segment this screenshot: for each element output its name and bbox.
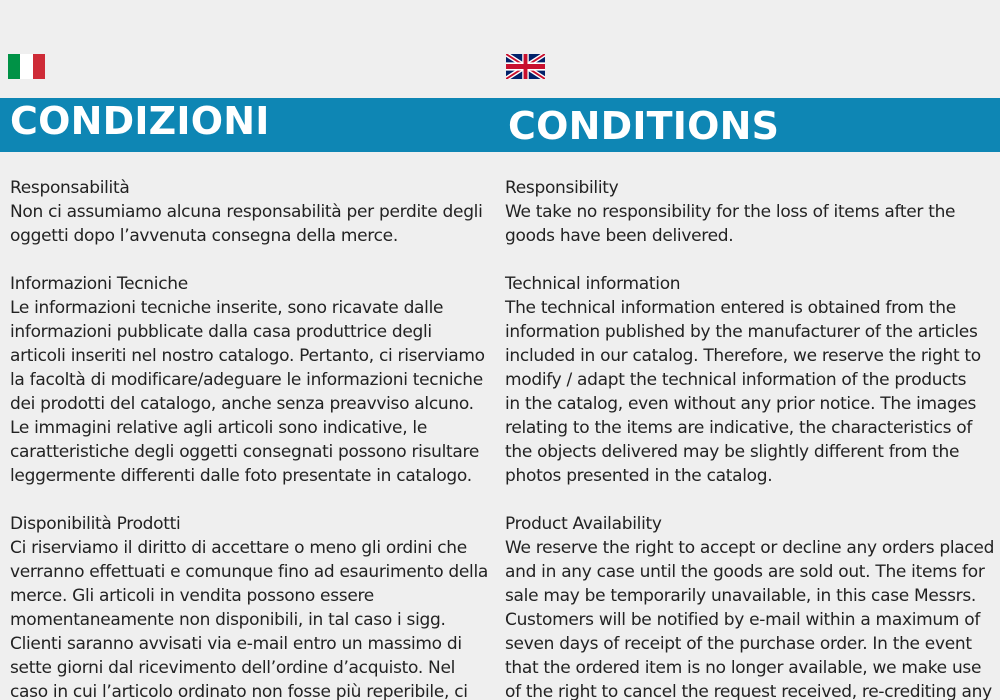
text-line: momentaneamente non disponibili, in tal caso i sigg. <box>10 610 446 630</box>
text-line: merce. Gli articoli in vendita possono essere <box>10 586 374 606</box>
text-line: goods have been delivered. <box>505 226 734 246</box>
section-title: Disponibilità Prodotti <box>10 514 181 534</box>
text-line: caratteristiche degli oggetti consegnati possono risultare <box>10 442 480 462</box>
section-title: Responsibility <box>505 178 619 198</box>
section-responsabilita <box>10 176 500 248</box>
title-banner <box>0 98 1000 152</box>
text-line: oggetti dopo l’avvenuta consegna della merce. <box>10 226 398 246</box>
text-line: verranno effettuati e comunque fino ad esaurimento della <box>10 562 489 582</box>
italian-flag-icon <box>8 54 45 79</box>
text-line: The technical information entered is obtained from the <box>505 298 956 318</box>
section-responsibility <box>505 176 997 248</box>
italian-heading: CONDIZIONI <box>10 99 270 143</box>
section-technical-information <box>505 272 997 488</box>
text-line: of the right to cancel the request received, re-crediting any <box>505 682 992 700</box>
text-line: relating to the items are indicative, the characteristics of <box>505 418 973 438</box>
uk-flag-icon <box>506 54 545 79</box>
section-informazioni-tecniche <box>10 272 500 488</box>
text-line: included in our catalog. Therefore, we reserve the right to <box>505 346 981 366</box>
text-line: seven days of receipt of the purchase order. In the event <box>505 634 972 654</box>
section-product-availability <box>505 512 997 700</box>
text-line: Clienti saranno avvisati via e-mail entro un massimo di <box>10 634 462 654</box>
text-line: caso in cui l’articolo ordinato non fosse più reperibile, ci <box>10 682 468 700</box>
text-line: informazioni pubblicate dalla casa produttrice degli <box>10 322 432 342</box>
text-line: modify / adapt the technical information of the products <box>505 370 967 390</box>
text-line: articoli inseriti nel nostro catalogo. Pertanto, ci riserviamo <box>10 346 485 366</box>
text-line: sette giorni dal ricevimento dell’ordine d’acquisto. Nel <box>10 658 456 678</box>
section-disponibilita-prodotti <box>10 512 500 700</box>
text-line: and in any case until the goods are sold out. The items for <box>505 562 985 582</box>
flag-stripe-white <box>20 54 32 79</box>
text-line: that the ordered item is no longer available, we make use <box>505 658 982 678</box>
text-line: We take no responsibility for the loss of items after the <box>505 202 956 222</box>
text-line: dei prodotti del catalogo, anche senza preavviso alcuno. <box>10 394 474 414</box>
section-title: Responsabilità <box>10 178 130 198</box>
text-line: in the catalog, even without any prior notice. The images <box>505 394 977 414</box>
text-line: Customers will be notified by e-mail within a maximum of <box>505 610 981 630</box>
text-line: We reserve the right to accept or decline any orders placed <box>505 538 995 558</box>
text-line: Le immagini relative agli articoli sono indicative, le <box>10 418 428 438</box>
flag-stripe-green <box>8 54 20 79</box>
section-title: Informazioni Tecniche <box>10 274 188 294</box>
text-line: information published by the manufacturer of the articles <box>505 322 978 342</box>
english-column <box>505 176 997 700</box>
flag-stripe-red <box>33 54 45 79</box>
text-line: Non ci assumiamo alcuna responsabilità per perdite degli <box>10 202 483 222</box>
text-line: la facoltà di modificare/adeguare le informazioni tecniche <box>10 370 483 390</box>
text-line: sale may be temporarily unavailable, in this case Messrs. <box>505 586 977 606</box>
section-title: Technical information <box>505 274 681 294</box>
text-line: photos presented in the catalog. <box>505 466 773 486</box>
text-line: Ci riserviamo il diritto di accettare o meno gli ordini che <box>10 538 467 558</box>
italian-column <box>10 176 500 700</box>
english-heading: CONDITIONS <box>508 104 780 148</box>
text-line: Le informazioni tecniche inserite, sono ricavate dalle <box>10 298 444 318</box>
text-line: leggermente differenti dalle foto presentate in catalogo. <box>10 466 472 486</box>
section-title: Product Availability <box>505 514 662 534</box>
text-line: the objects delivered may be slightly different from the <box>505 442 960 462</box>
